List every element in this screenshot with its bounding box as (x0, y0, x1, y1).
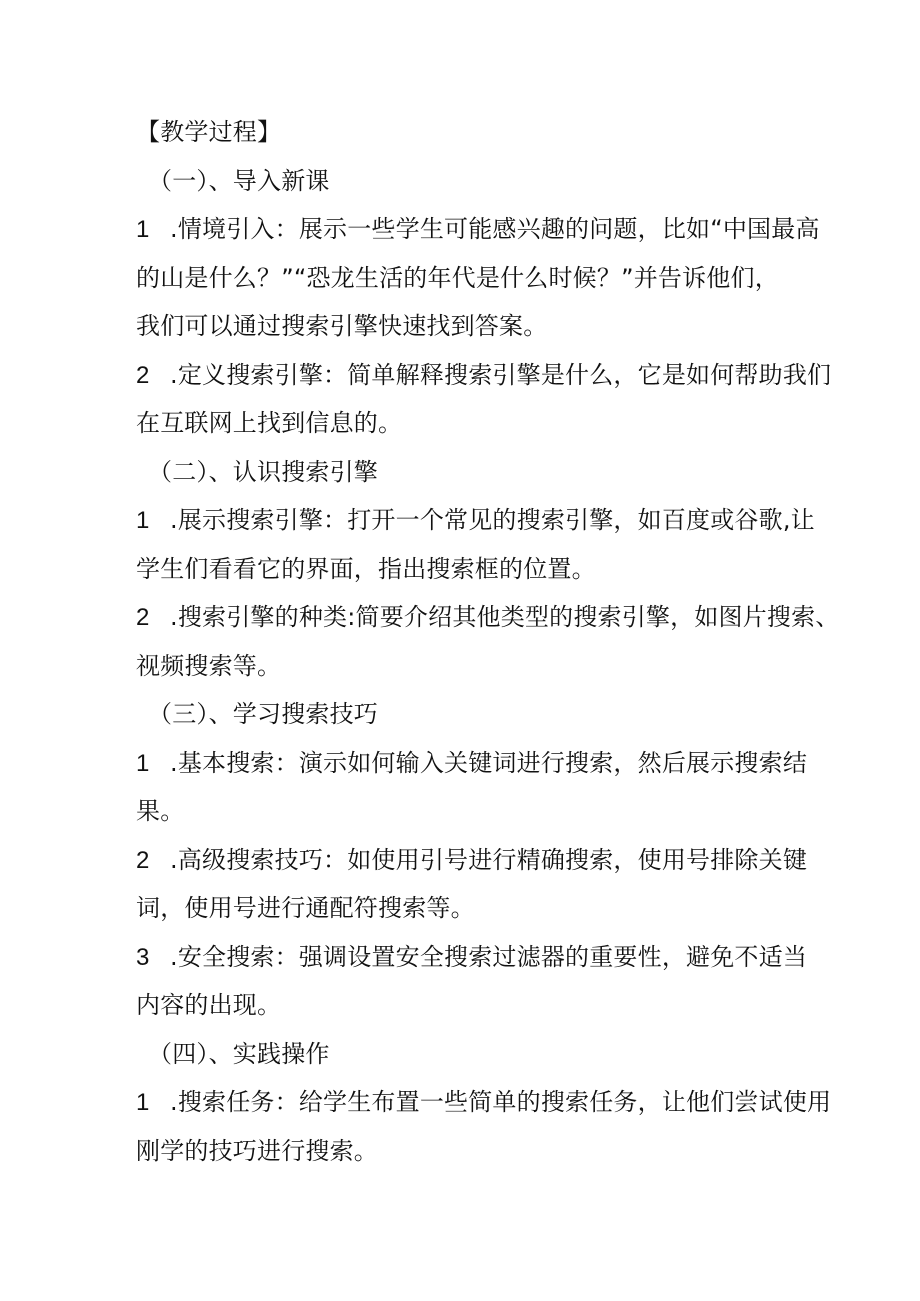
document-heading: 【教学过程】 (136, 118, 282, 146)
list-item (136, 1078, 832, 1175)
list-item (136, 205, 820, 351)
list-item (136, 496, 815, 593)
item-number: 2 (136, 846, 150, 874)
item-number: 3 (136, 943, 150, 971)
section-title: （一）、导入新课 (148, 166, 330, 195)
list-item (136, 351, 832, 448)
item-text: .展示搜索引擎：打开一个常见的搜索引擎，如百度或谷歌,让 (170, 506, 815, 534)
list-item (136, 593, 840, 690)
item-text: .安全搜索：强调设置安全搜索过滤器的重要性，避免不适当 (170, 942, 808, 971)
item-number: 2 (136, 604, 150, 631)
item-text: .搜索引擎的种类:简要介绍其他类型的搜索引擎，如图片搜索、 (170, 603, 840, 631)
item-text: 果。 (136, 797, 185, 825)
list-item (136, 739, 808, 836)
item-text: 在互联网上找到信息的。 (136, 409, 403, 437)
item-text: .定义搜索引擎：简单解释搜索引擎是什么，它是如何帮助我们 (170, 360, 832, 389)
item-text: 刚学的技巧进行搜索。 (136, 1136, 378, 1165)
item-text: .基本搜索：演示如何输入关键词进行搜索，然后展示搜索结 (170, 748, 808, 777)
item-text: 我们可以通过搜索引擎快速找到答案。 (136, 312, 548, 340)
item-text: .搜索任务：给学生布置一些简单的搜索任务，让他们尝试使用 (170, 1088, 832, 1116)
item-text: .情境引入：展示一些学生可能感兴趣的问题，比如“中国最高 (170, 215, 820, 243)
item-text: .高级搜索技巧：如使用引号进行精确搜索，使用号排除关键 (170, 845, 808, 874)
item-text: 内容的出现。 (136, 991, 282, 1019)
list-item (136, 836, 808, 933)
section-title: （四）、实践操作 (148, 1039, 330, 1068)
item-text: 词，使用号进行通配符搜索等。 (136, 894, 475, 922)
section-title: （二）、认识搜索引擎 (148, 457, 378, 486)
list-item (136, 933, 808, 1030)
item-number: 1 (136, 216, 150, 243)
document-body (136, 108, 840, 1175)
item-number: 1 (136, 749, 150, 777)
item-number: 1 (136, 1089, 150, 1116)
item-text: 视频搜索等。 (136, 651, 282, 680)
item-number: 1 (136, 507, 150, 534)
item-number: 2 (136, 361, 150, 389)
section-title: （三）、学习搜索技巧 (148, 700, 378, 728)
item-text: 的山是什么？”“恐龙生活的年代是什么时候？”并告诉他们， (136, 263, 779, 292)
item-text: 学生们看看它的界面，指出搜索框的位置。 (136, 554, 596, 583)
